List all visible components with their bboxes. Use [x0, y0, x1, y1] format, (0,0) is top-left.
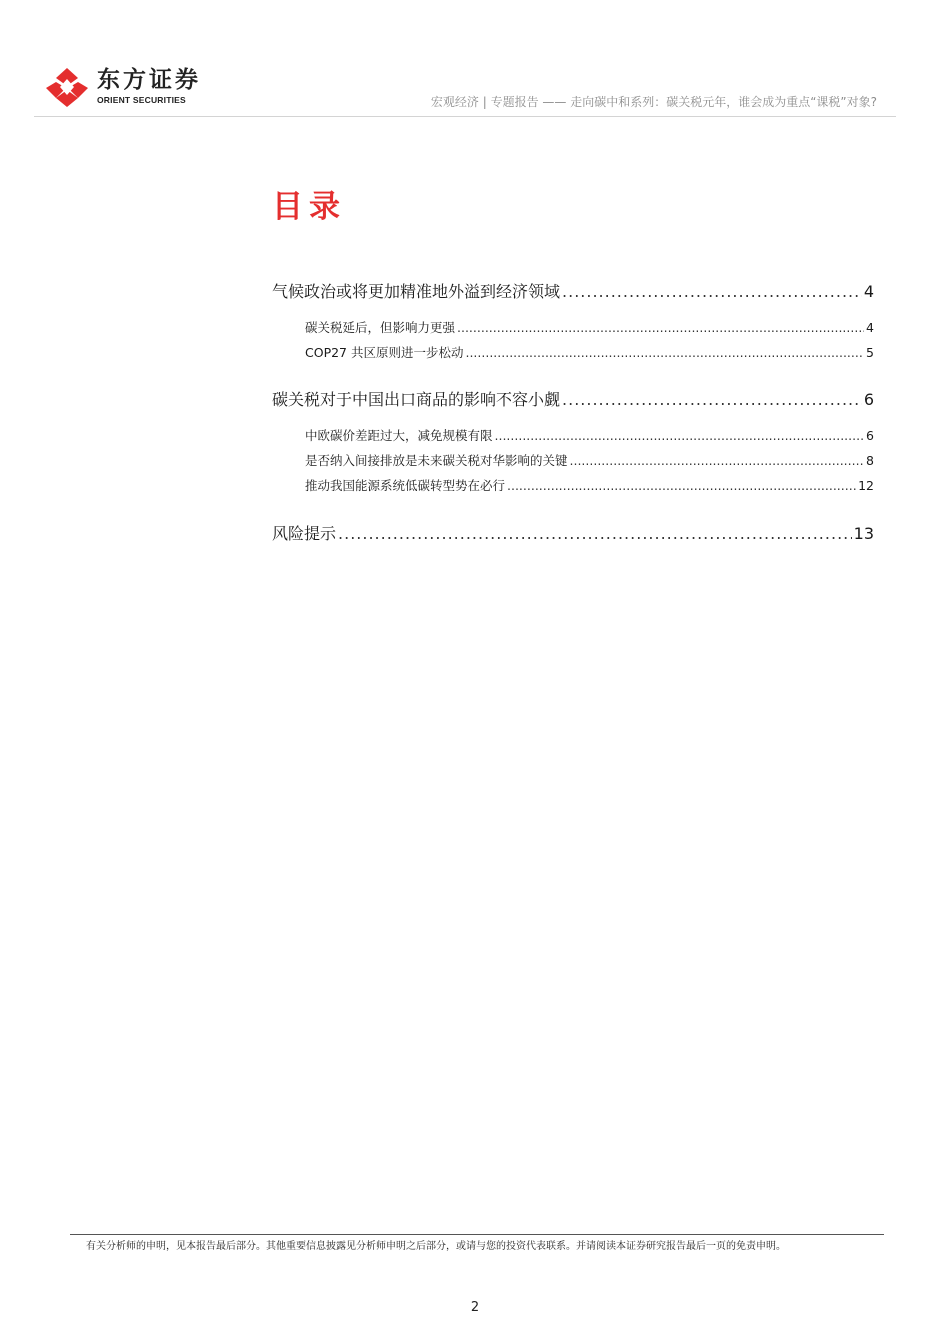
toc-entry-page: 8	[866, 453, 874, 468]
toc-entry[interactable]	[272, 390, 874, 410]
toc-leader-dots	[562, 390, 862, 410]
toc-entry-label: 风险提示	[272, 524, 337, 543]
page-number: 2	[470, 1300, 480, 1315]
toc-entry-page: 12	[858, 478, 874, 493]
toc-entry-page: 6	[863, 390, 874, 409]
toc-subentry[interactable]	[305, 345, 874, 361]
orient-securities-logo-icon	[44, 66, 90, 108]
toc-leader-dots	[562, 282, 862, 302]
footer-divider	[70, 1234, 884, 1235]
toc-entry-page: 5	[866, 345, 874, 360]
toc-entry-page: 4	[866, 320, 874, 335]
logo-english-name: ORIENT SECURITIES	[97, 95, 186, 105]
toc-title: 目录	[272, 189, 346, 225]
toc-entry-label: 推动我国能源系统低碳转型势在必行	[305, 478, 506, 493]
toc-entry-label: 气候政治或将更加精准地外溢到经济领域	[272, 282, 561, 301]
toc-entry-label: 碳关税对于中国出口商品的影响不容小觑	[272, 390, 561, 409]
toc-entry-page: 13	[853, 524, 874, 543]
toc-entry[interactable]	[272, 282, 874, 302]
report-breadcrumb: 宏观经济 | 专题报告 —— 走向碳中和系列：碳关税元年，谁会成为重点“课税”对象?	[430, 95, 877, 109]
toc-subentry[interactable]	[305, 453, 874, 469]
toc-subentry[interactable]	[305, 428, 874, 444]
toc-subentry[interactable]	[305, 478, 874, 494]
footer-disclaimer: 有关分析师的申明，见本报告最后部分。其他重要信息披露见分析师申明之后部分，或请与您的投资代表联系。并请阅读本证券研究报告最后一页的免责申明。	[86, 1241, 786, 1252]
toc-leader-dots	[457, 320, 864, 336]
toc-entry-label: COP27 共区原则进一步松动	[305, 345, 464, 360]
toc-leader-dots	[570, 453, 865, 469]
toc-entry-label: 碳关税延后，但影响力更强	[305, 320, 456, 335]
toc-leader-dots	[465, 345, 864, 361]
toc-leader-dots	[495, 428, 865, 444]
toc-entry[interactable]	[272, 524, 874, 544]
toc-subentry[interactable]	[305, 320, 874, 336]
toc-entry-label: 中欧碳价差距过大，减免规模有限	[305, 428, 493, 443]
logo-chinese-name: 东方证券	[97, 67, 201, 93]
header-divider	[34, 116, 896, 117]
toc-entry-page: 4	[863, 282, 874, 301]
toc-entry-label: 是否纳入间接排放是未来碳关税对华影响的关键	[305, 453, 568, 468]
toc-entry-page: 6	[866, 428, 874, 443]
toc-leader-dots	[507, 478, 856, 494]
toc-leader-dots	[338, 524, 852, 544]
